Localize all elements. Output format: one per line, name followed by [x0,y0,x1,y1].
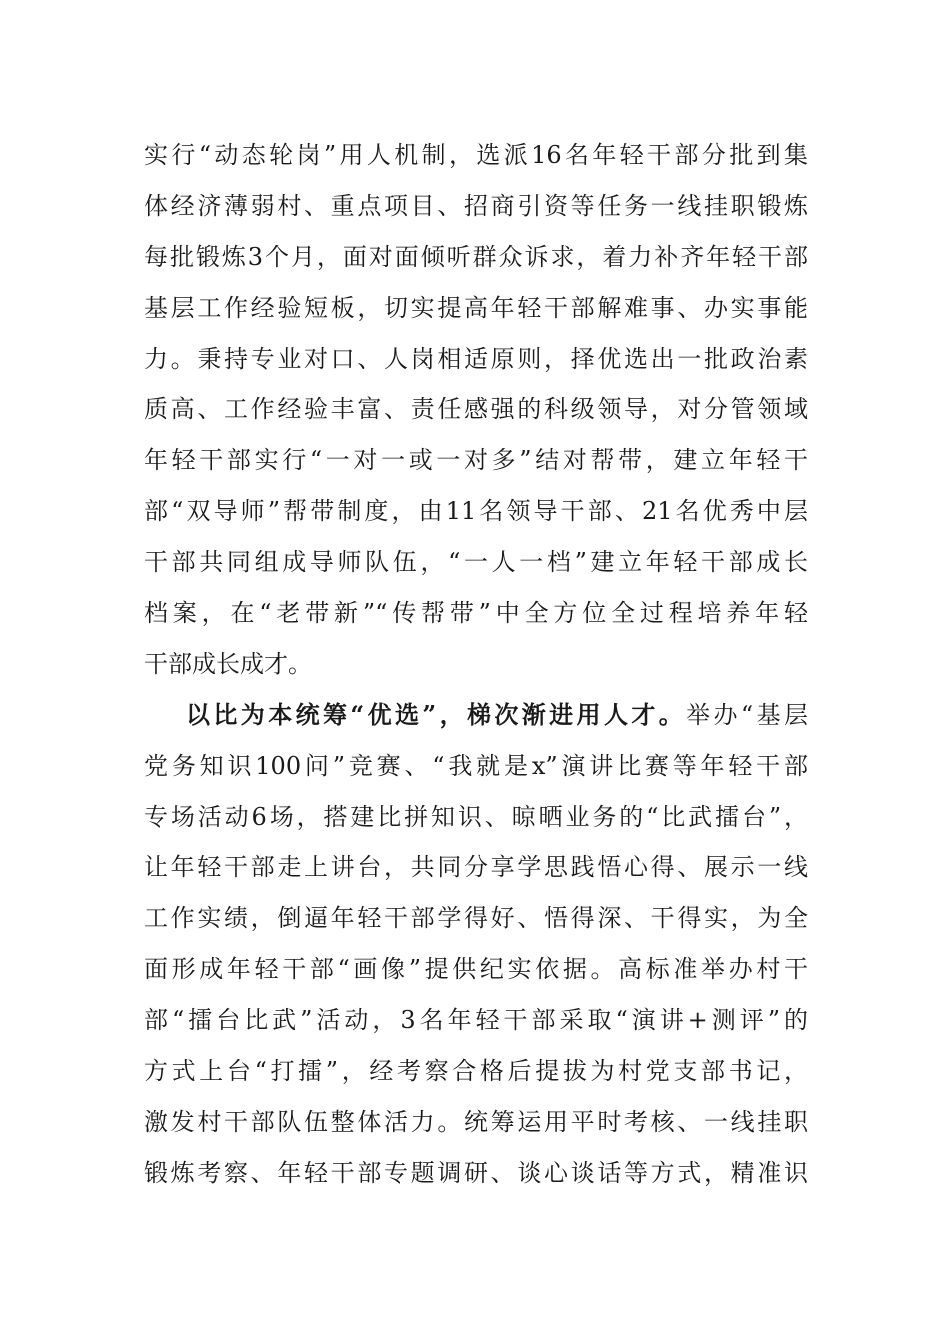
text-line: 干部共同组成导师队伍，“一人一档”建立年轻干部成长 [144,548,808,577]
text-line: 激发村干部队伍整体活力。统筹运用平时考核、一线挂职 [144,1107,808,1136]
text-line: 部“双导师”帮带制度，由11名领导干部、21名优秀中层 [144,497,808,526]
text-line: 基层工作经验短板，切实提高年轻干部解难事、办实事能 [144,293,808,322]
text-line: 专场活动6场，搭建比拼知识、晾晒业务的“比武擂台”， [144,802,808,831]
text-line: 体经济薄弱村、重点项目、招商引资等任务一线挂职锻炼 [144,191,808,220]
text-line: 每批锻炼3个月，面对面倾听群众诉求，着力补齐年轻干部 [144,242,808,271]
paragraph-heading: 以比为本统筹“优选”，梯次渐进用人才。 [186,699,687,729]
text-line: 干部成长成才。 [144,649,312,678]
text-line: 锻炼考察、年轻干部专题调研、谈心谈话等方式，精准识 [144,1158,808,1187]
text-line: 方式上台“打擂”，经考察合格后提拔为村党支部书记， [144,1057,808,1086]
text-line: 党务知识100问”竞赛、“我就是x”演讲比赛等年轻干部 [144,751,808,780]
text-line: 力。秉持专业对口、人岗相适原则，择优选出一批政治素 [144,344,808,373]
text-line: 让年轻干部走上讲台，共同分享学思践悟心得、展示一线 [144,853,808,882]
text-line: 实行“动态轮岗”用人机制，选派16名年轻干部分批到集 [144,141,808,169]
text-run: 举办“基层 [686,700,808,729]
paragraph-2-first-line [144,690,808,741]
text-line: 档案，在“老带新”“传帮带”中全方位全过程培养年轻 [144,599,808,628]
paragraph-1 [144,130,808,690]
text-line: 年轻干部实行“一对一或一对多”结对帮带，建立年轻干 [144,446,808,475]
text-line: 质高、工作经验丰富、责任感强的科级领导，对分管领域 [144,395,808,424]
text-line: 面形成年轻干部“画像”提供纪实依据。高标准举办村干 [144,955,808,984]
text-line: 工作实绩，倒逼年轻干部学得好、悟得深、干得实，为全 [144,904,808,933]
paragraph-2 [144,690,808,1199]
document-page [144,130,808,1199]
text-line: 部“擂台比武”活动，3名年轻干部采取“演讲+测评”的 [144,1006,808,1035]
